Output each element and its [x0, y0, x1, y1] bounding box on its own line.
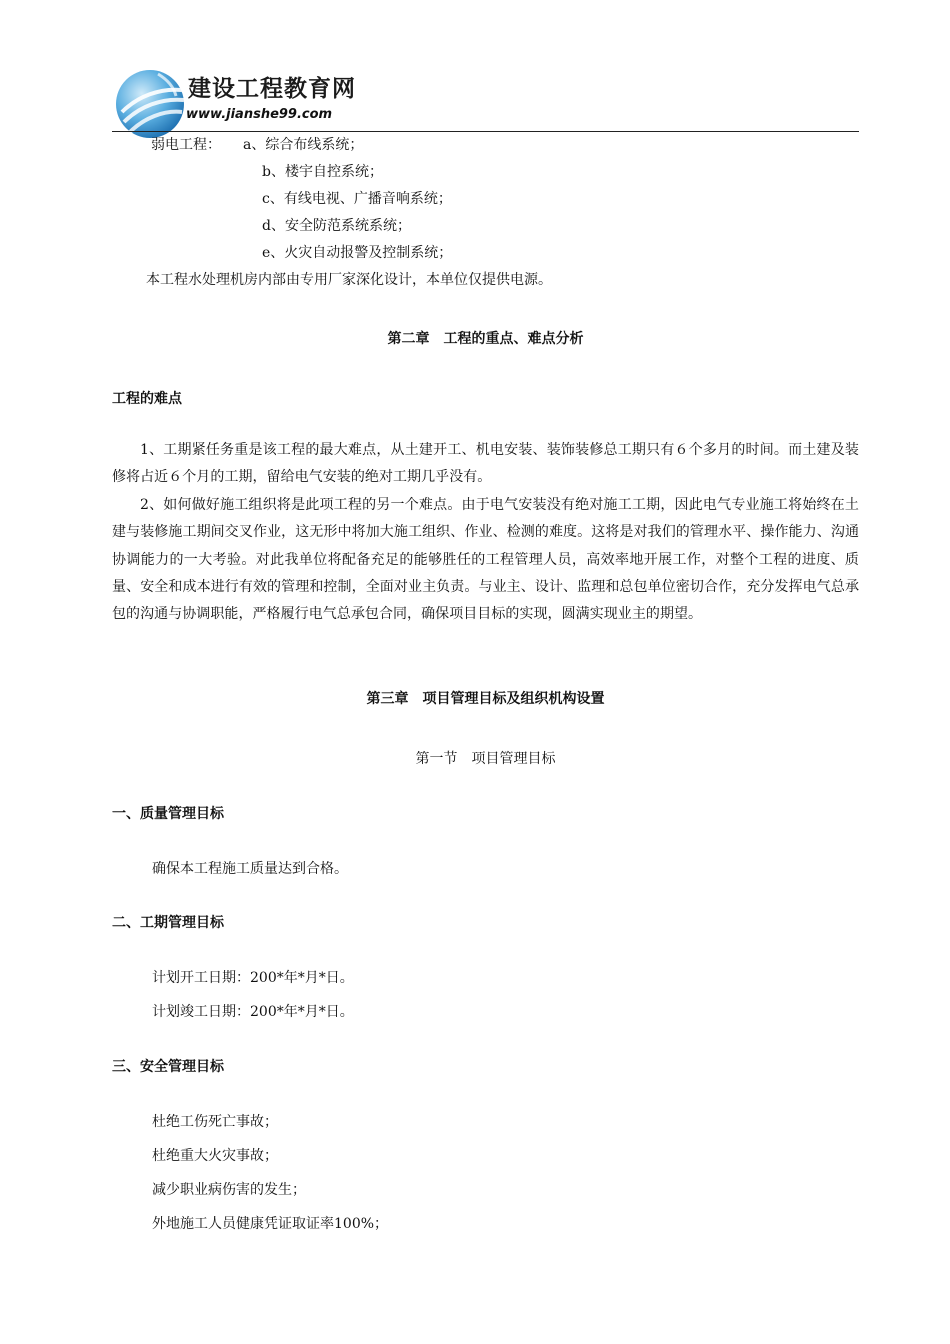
- logo-name: 建设工程教育网: [188, 76, 356, 102]
- safety-heading: 三、安全管理目标: [112, 1059, 224, 1075]
- weak-current-item-b: b、楼宇自控系统；: [262, 164, 383, 180]
- water-treatment-note: 本工程水处理机房内部由专用厂家深化设计，本单位仅提供电源。: [146, 272, 552, 288]
- paragraph-2: 2、如何做好施工组织将是此项工程的另一个难点。由于电气安装没有绝对施工工期，因此电气专业施工将始终在土建与装修施工期间交叉作业，这无形中将加大施工组织、作业、检测的难度。这将是对我们的管理水平、操作能力、沟通协调能力的一大考验。对此我单位将配备充足的能够胜任的工程管理人员，高效率地开展工作，对整个工程的进度、质量、安全和成本进行有效的管理和控制，全面对业主负责。与业主、设计、监理和总包单位密切合作，充分发挥电气总承包的沟通与协调职能，严格履行电气总承包合同，确保项目目标的实现，圆满实现业主的期望。: [112, 497, 859, 623]
- chapter-3-title: 第三章 项目管理目标及组织机构设置: [366, 691, 605, 707]
- weak-current-item-c: c、有线电视、广播音响系统；: [262, 191, 452, 207]
- weak-current-item-a: a、综合布线系统；: [243, 137, 364, 153]
- chapter-2-title: 第二章 工程的重点、难点分析: [387, 331, 584, 347]
- paragraph-1: 1、工期紧任务重是该工程的最大难点，从土建开工、机电安装、装饰装修总工期只有６个多月的时间。而土建及装修将占近６个月的工期，留给电气安装的绝对工期几乎没有。: [112, 442, 859, 486]
- weak-current-item-d: d、安全防范系统系统；: [262, 218, 411, 234]
- safety-item: 减少职业病伤害的发生；: [152, 1182, 306, 1198]
- schedule-heading: 二、工期管理目标: [112, 915, 224, 931]
- section-1-title: 第一节 项目管理目标: [415, 751, 556, 767]
- safety-item: 外地施工人员健康凭证取证率100%；: [152, 1216, 389, 1232]
- schedule-start: 计划开工日期：200*年*月*日。: [152, 970, 354, 986]
- safety-item: 杜绝工伤死亡事故；: [152, 1114, 278, 1130]
- safety-item: 杜绝重大火灾事故；: [152, 1148, 278, 1164]
- quality-text: 确保本工程施工质量达到合格。: [152, 861, 348, 877]
- weak-current-item-e: e、火灾自动报警及控制系统；: [262, 245, 453, 261]
- weak-current-label: 弱电工程：: [151, 137, 221, 153]
- difficulties-heading: 工程的难点: [112, 391, 182, 407]
- logo-url: www.jianshe99.com: [186, 107, 333, 122]
- quality-heading: 一、质量管理目标: [112, 806, 224, 822]
- schedule-finish: 计划竣工日期：200*年*月*日。: [152, 1004, 354, 1020]
- header-divider: [112, 131, 859, 132]
